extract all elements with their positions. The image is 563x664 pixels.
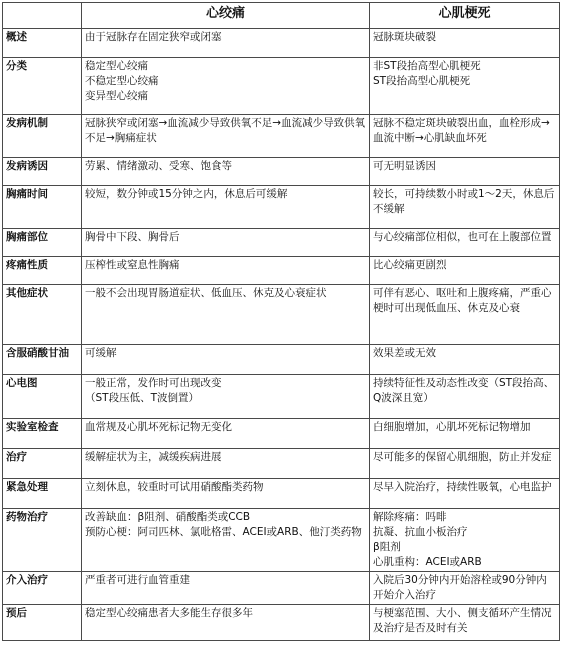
cell-line: 不稳定型心绞痛 <box>85 75 159 87</box>
cell-line: 胸骨中下段、胸骨后 <box>85 231 180 243</box>
angina-cell <box>82 229 370 257</box>
angina-cell <box>82 479 370 509</box>
cell-line: 可伴有恶心、呕吐和上腹疼痛，严重心梗时可出现低血压、休克及心衰 <box>373 287 552 314</box>
row-label: 药物治疗 <box>3 509 82 572</box>
row-label: 介入治疗 <box>3 572 82 605</box>
row-label: 治疗 <box>3 449 82 479</box>
angina-cell <box>82 572 370 605</box>
cell-line: 由于冠脉存在固定狭窄或闭塞 <box>85 31 222 43</box>
cell-line: 血常规及心肌坏死标记物无变化 <box>85 421 232 433</box>
infarction-cell <box>370 115 560 158</box>
infarction-cell <box>370 509 560 572</box>
angina-cell <box>82 115 370 158</box>
angina-cell <box>82 605 370 641</box>
cell-line: 变异型心绞痛 <box>85 90 148 102</box>
cell-line: 比心绞痛更剧烈 <box>373 259 447 271</box>
comparison-table <box>2 2 560 641</box>
table-row <box>3 158 560 186</box>
cell-line: 稳定型心绞痛患者大多能生存很多年 <box>85 607 253 619</box>
row-label: 紧急处理 <box>3 479 82 509</box>
table-row <box>3 375 560 419</box>
table-row <box>3 479 560 509</box>
table-row <box>3 345 560 375</box>
cell-line: 较短，数分钟或15分钟之内，休息后可缓解 <box>85 188 288 200</box>
infarction-cell <box>370 449 560 479</box>
cell-line: 一般不会出现胃肠道症状、低血压、休克及心衰症状 <box>85 287 327 299</box>
infarction-cell <box>370 186 560 229</box>
cell-line: 持续特征性及动态性改变（ST段抬高、Q波深且宽） <box>373 377 555 404</box>
row-label: 其他症状 <box>3 285 82 345</box>
row-label: 概述 <box>3 29 82 58</box>
cell-line: 冠脉不稳定斑块破裂出血，血栓形成→血流中断→心肌缺血坏死 <box>373 117 550 144</box>
table-row <box>3 229 560 257</box>
cell-line: 较长，可持续数小时或1～2天，休息后不缓解 <box>373 188 555 215</box>
row-label: 胸痛部位 <box>3 229 82 257</box>
cell-line: 尽早入院治疗，持续性吸氧，心电监护 <box>373 481 552 493</box>
table-row <box>3 115 560 158</box>
infarction-cell <box>370 419 560 449</box>
cell-line: 可缓解 <box>85 347 117 359</box>
cell-line: 解除疼痛：吗啡 <box>373 511 447 523</box>
header-angina: 心绞痛 <box>82 3 370 29</box>
row-label: 预后 <box>3 605 82 641</box>
table-row <box>3 572 560 605</box>
infarction-cell <box>370 479 560 509</box>
table-body <box>3 29 560 641</box>
angina-cell <box>82 509 370 572</box>
header-blank-cell <box>3 3 82 29</box>
header-infarction: 心肌梗死 <box>370 3 560 29</box>
cell-line: 白细胞增加，心肌坏死标记物增加 <box>373 421 531 433</box>
cell-line: β阻剂 <box>373 541 401 553</box>
table-row <box>3 257 560 285</box>
cell-line: 稳定型心绞痛 <box>85 60 148 72</box>
table-row <box>3 419 560 449</box>
angina-cell <box>82 449 370 479</box>
table-row <box>3 186 560 229</box>
infarction-cell <box>370 375 560 419</box>
table-row <box>3 449 560 479</box>
angina-cell <box>82 345 370 375</box>
cell-line: 入院后30分钟内开始溶栓或90分钟内开始介入治疗 <box>373 574 547 601</box>
angina-cell <box>82 29 370 58</box>
table-row <box>3 29 560 58</box>
row-label: 发病机制 <box>3 115 82 158</box>
row-label: 含服硝酸甘油 <box>3 345 82 375</box>
cell-line: ST段抬高型心肌梗死 <box>373 75 471 87</box>
cell-line: 预防心梗：阿司匹林、氯吡格雷、ACEI或ARB、他汀类药物 <box>85 526 362 538</box>
infarction-cell <box>370 29 560 58</box>
cell-line: 可无明显诱因 <box>373 160 436 172</box>
angina-cell <box>82 186 370 229</box>
cell-line: 一般正常，发作时可出现改变 <box>85 377 222 389</box>
cell-line: 立刻休息，较重时可试用硝酸酯类药物 <box>85 481 264 493</box>
angina-cell <box>82 257 370 285</box>
cell-line: 缓解症状为主，减缓疾病进展 <box>85 451 222 463</box>
table-row <box>3 509 560 572</box>
angina-cell <box>82 58 370 115</box>
angina-cell <box>82 375 370 419</box>
angina-cell <box>82 285 370 345</box>
cell-line: 冠脉狭窄或闭塞→血流减少导致供氧不足→血流减少导致供氧不足→胸痛症状 <box>85 117 366 144</box>
cell-line: 效果差或无效 <box>373 347 436 359</box>
cell-line: 尽可能多的保留心肌细胞，防止并发症 <box>373 451 552 463</box>
cell-line: 压榨性或窒息性胸痛 <box>85 259 180 271</box>
infarction-cell <box>370 605 560 641</box>
cell-line: 心肌重构：ACEI或ARB <box>373 556 482 568</box>
angina-cell <box>82 419 370 449</box>
cell-line: 与心绞痛部位相似，也可在上腹部位置 <box>373 231 552 243</box>
cell-line: 抗凝、抗血小板治疗 <box>373 526 468 538</box>
cell-line: 非ST段抬高型心肌梗死 <box>373 60 481 72</box>
table-row <box>3 58 560 115</box>
table-row <box>3 285 560 345</box>
angina-cell <box>82 158 370 186</box>
infarction-cell <box>370 257 560 285</box>
infarction-cell <box>370 229 560 257</box>
row-label: 分类 <box>3 58 82 115</box>
infarction-cell <box>370 285 560 345</box>
cell-line: （ST段压低、T波倒置） <box>85 392 199 404</box>
cell-line: 严重者可进行血管重建 <box>85 574 190 586</box>
row-label: 疼痛性质 <box>3 257 82 285</box>
infarction-cell <box>370 572 560 605</box>
row-label: 发病诱因 <box>3 158 82 186</box>
table-header-row <box>3 3 560 29</box>
infarction-cell <box>370 58 560 115</box>
cell-line: 与梗塞范围、大小、侧支循环产生情况及治疗是否及时有关 <box>373 607 552 634</box>
infarction-cell <box>370 345 560 375</box>
cell-line: 改善缺血：β阻剂、硝酸酯类或CCB <box>85 511 251 523</box>
table-row <box>3 605 560 641</box>
infarction-cell <box>370 158 560 186</box>
cell-line: 劳累、情绪激动、受寒、饱食等 <box>85 160 232 172</box>
row-label: 心电图 <box>3 375 82 419</box>
cell-line: 冠脉斑块破裂 <box>373 31 436 43</box>
row-label: 胸痛时间 <box>3 186 82 229</box>
row-label: 实验室检查 <box>3 419 82 449</box>
